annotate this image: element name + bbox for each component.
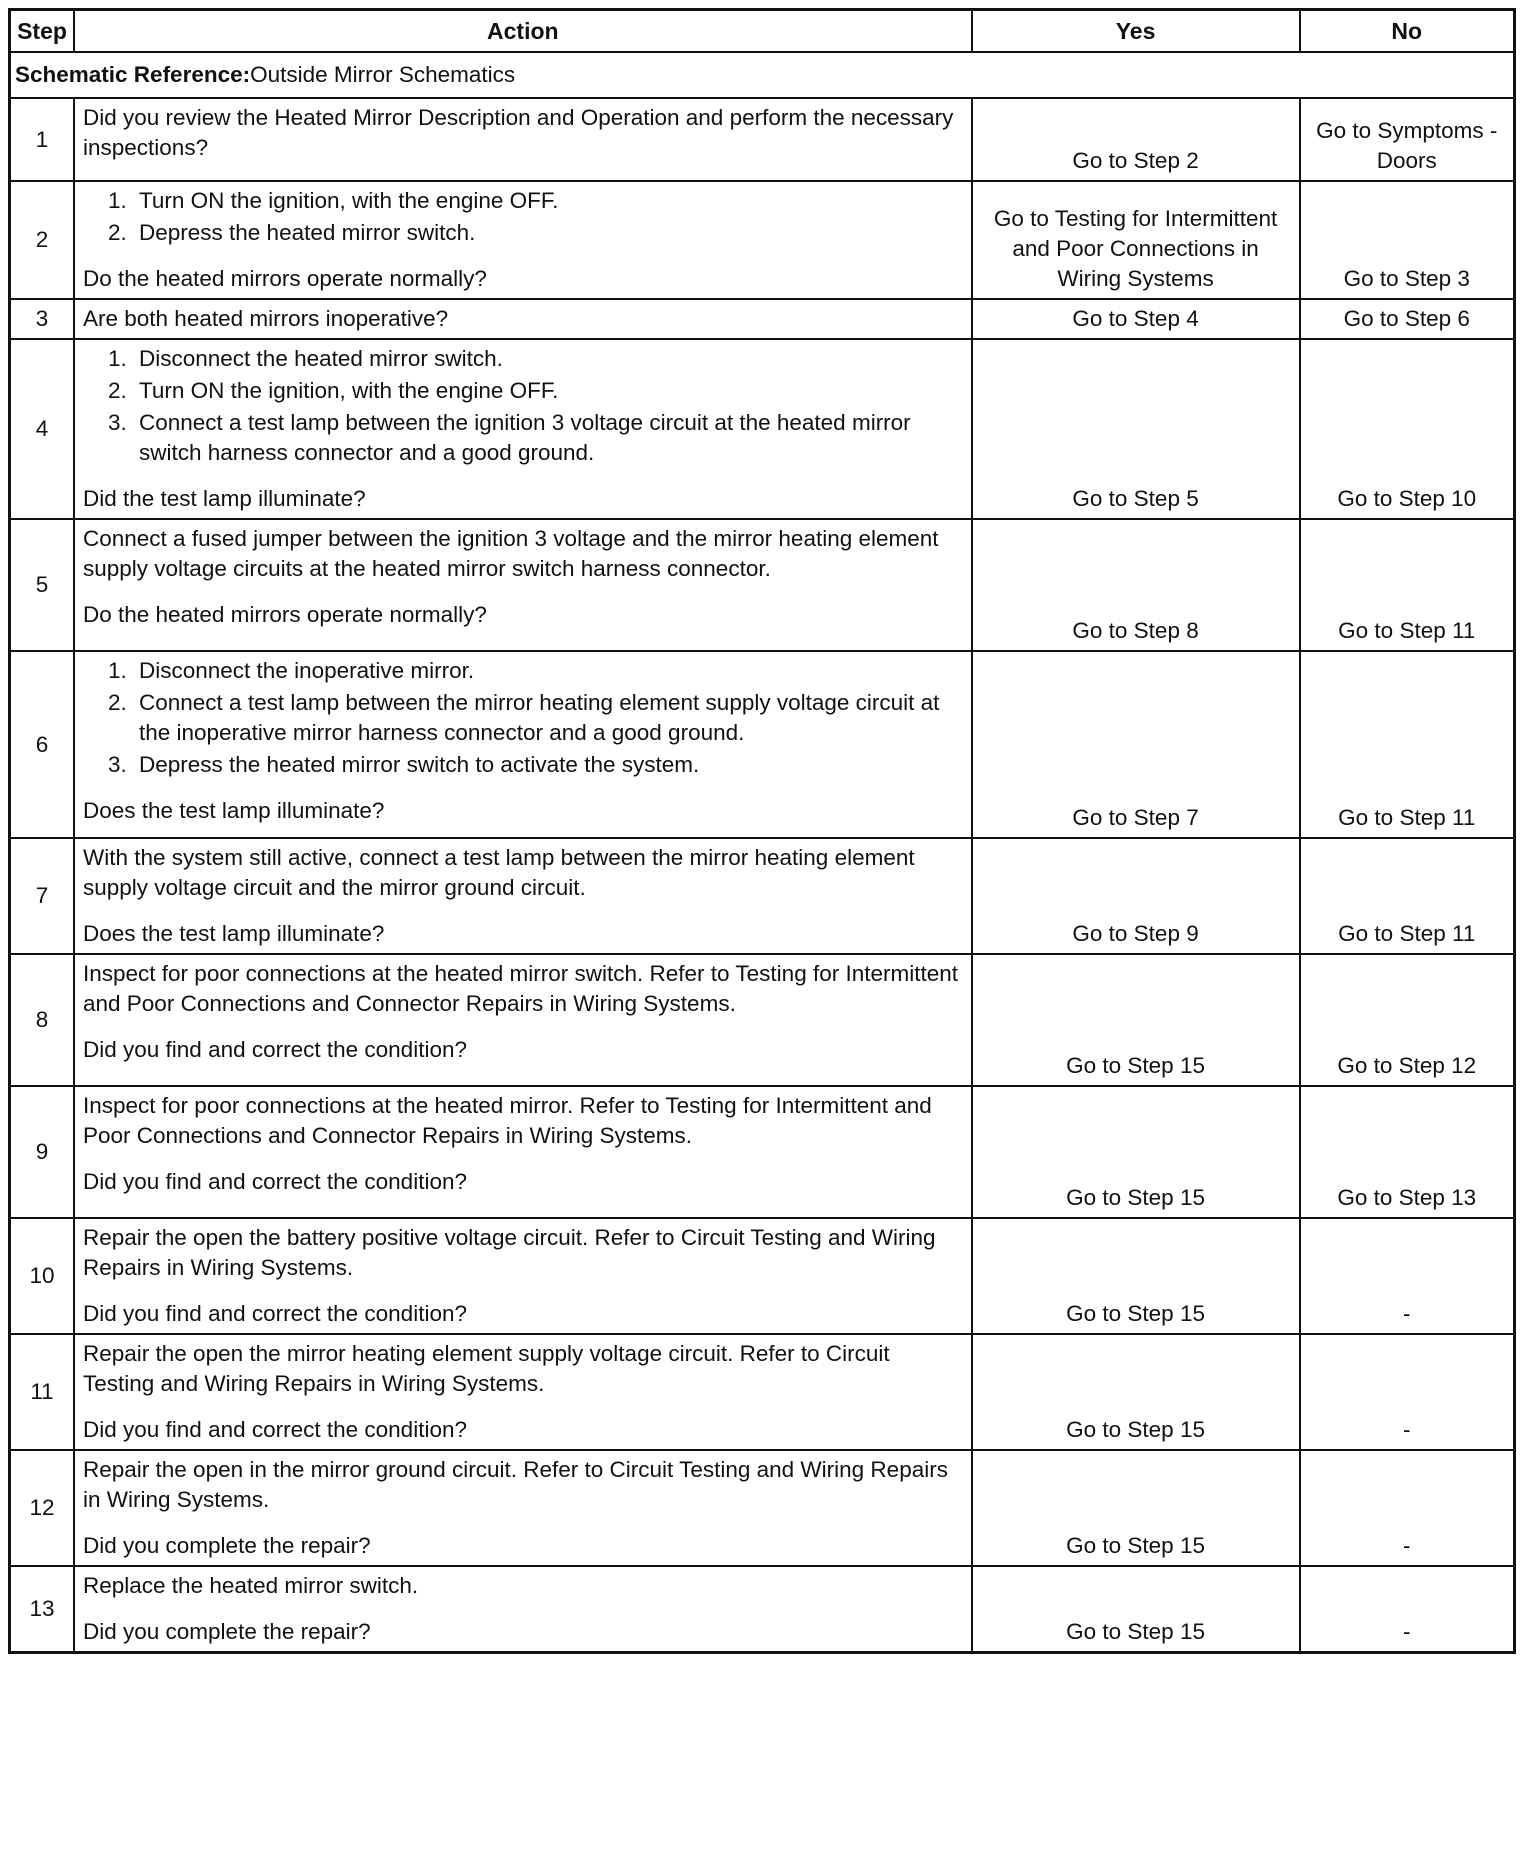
yes-result: Go to Step 5: [972, 339, 1300, 519]
action-cell: [74, 651, 972, 838]
action-question: Did you find and correct the condition?: [83, 1037, 467, 1062]
action-question: Does the test lamp illuminate?: [83, 921, 385, 946]
yes-result: Go to Step 2: [972, 98, 1300, 181]
header-yes: Yes: [972, 10, 1300, 53]
yes-result: Go to Testing for Intermittent and Poor Connections in Wiring Systems: [972, 181, 1300, 299]
action-question: Do the heated mirrors operate normally?: [83, 266, 487, 291]
action-step-item: 2. Depress the heated mirror switch.: [133, 218, 963, 248]
action-question: Did the test lamp illuminate?: [83, 486, 366, 511]
table-row: [10, 1086, 1515, 1218]
step-number: 2: [10, 181, 75, 299]
no-result: -: [1300, 1334, 1515, 1450]
diagnostic-table-page: [8, 8, 1516, 1860]
yes-result: Go to Step 15: [972, 1086, 1300, 1218]
step-number: 7: [10, 838, 75, 954]
action-text: Repair the open in the mirror ground circuit. Refer to Circuit Testing and Wiring Repairs in Wiring Systems.: [83, 1457, 948, 1512]
action-question: Do the heated mirrors operate normally?: [83, 602, 487, 627]
table-row: [10, 651, 1515, 838]
table-row: [10, 1450, 1515, 1566]
step-number: 6: [10, 651, 75, 838]
action-cell: [74, 1566, 972, 1653]
action-text: Repair the open the battery positive voltage circuit. Refer to Circuit Testing and Wiring Repairs in Wiring Systems.: [83, 1225, 936, 1280]
action-step-item: 3. Depress the heated mirror switch to activate the system.: [133, 750, 963, 780]
table-row: [10, 1334, 1515, 1450]
step-number: 4: [10, 339, 75, 519]
no-result: -: [1300, 1450, 1515, 1566]
schematic-reference-label: Schematic Reference:: [15, 62, 251, 87]
table-row: [10, 181, 1515, 299]
action-cell: [74, 181, 972, 299]
step-number: 5: [10, 519, 75, 651]
action-cell: [74, 339, 972, 519]
yes-result: Go to Step 15: [972, 1566, 1300, 1653]
table-row: [10, 838, 1515, 954]
schematic-reference-row: [10, 52, 1515, 98]
action-text: Did you review the Heated Mirror Description and Operation and perform the necessary inspections?: [83, 105, 954, 160]
action-question: Did you find and correct the condition?: [83, 1301, 467, 1326]
action-cell: [74, 838, 972, 954]
action-text: Replace the heated mirror switch.: [83, 1573, 419, 1598]
schematic-reference: [10, 52, 1515, 98]
schematic-reference-value: Outside Mirror Schematics: [250, 62, 516, 87]
no-result: Go to Step 10: [1300, 339, 1515, 519]
action-cell: [74, 1086, 972, 1218]
no-result: Go to Symptoms - Doors: [1300, 98, 1515, 181]
action-cell: [74, 299, 972, 339]
action-question: Does the test lamp illuminate?: [83, 798, 385, 823]
action-question: Did you complete the repair?: [83, 1619, 371, 1644]
action-step-item: 1. Turn ON the ignition, with the engine OFF.: [133, 186, 963, 216]
action-text: Inspect for poor connections at the heated mirror switch. Refer to Testing for Intermittent and Poor Connections and Connector Repairs in Wiring Systems.: [83, 961, 959, 1016]
table-row: [10, 519, 1515, 651]
yes-result: Go to Step 15: [972, 1450, 1300, 1566]
action-cell: [74, 1218, 972, 1334]
step-number: 13: [10, 1566, 75, 1653]
action-text: Inspect for poor connections at the heated mirror. Refer to Testing for Intermittent and Poor Connections and Connector Repairs in Wiring Systems.: [83, 1093, 932, 1148]
table-row: [10, 1218, 1515, 1334]
table-row: [10, 954, 1515, 1086]
step-number: 8: [10, 954, 75, 1086]
step-number: 1: [10, 98, 75, 181]
no-result: Go to Step 13: [1300, 1086, 1515, 1218]
action-question: Did you complete the repair?: [83, 1533, 371, 1558]
table-row: [10, 98, 1515, 181]
action-step-item: 1. Disconnect the inoperative mirror.: [133, 656, 963, 686]
yes-result: Go to Step 9: [972, 838, 1300, 954]
action-cell: [74, 519, 972, 651]
no-result: Go to Step 12: [1300, 954, 1515, 1086]
diagnostic-table: [8, 8, 1516, 1654]
yes-result: Go to Step 15: [972, 1218, 1300, 1334]
header-row: [10, 10, 1515, 53]
action-question: Did you find and correct the condition?: [83, 1169, 467, 1194]
action-text: Are both heated mirrors inoperative?: [83, 306, 449, 331]
yes-result: Go to Step 4: [972, 299, 1300, 339]
yes-result: Go to Step 8: [972, 519, 1300, 651]
step-number: 10: [10, 1218, 75, 1334]
action-text: With the system still active, connect a test lamp between the mirror heating element supply voltage circuit and the mirror ground circuit.: [83, 845, 915, 900]
step-number: 11: [10, 1334, 75, 1450]
step-number: 12: [10, 1450, 75, 1566]
no-result: Go to Step 11: [1300, 838, 1515, 954]
no-result: Go to Step 6: [1300, 299, 1515, 339]
action-step-item: 2. Turn ON the ignition, with the engine OFF.: [133, 376, 963, 406]
action-text: Connect a fused jumper between the ignition 3 voltage and the mirror heating element supply voltage circuits at the heated mirror switch harness connector.: [83, 526, 939, 581]
action-question: Did you find and correct the condition?: [83, 1417, 467, 1442]
no-result: Go to Step 11: [1300, 519, 1515, 651]
action-step-item: 1. Disconnect the heated mirror switch.: [133, 344, 963, 374]
action-cell: [74, 1450, 972, 1566]
header-no: No: [1300, 10, 1515, 53]
step-number: 9: [10, 1086, 75, 1218]
action-step-item: 3. Connect a test lamp between the ignition 3 voltage circuit at the heated mirror switch harness connector and a good ground.: [133, 408, 963, 468]
no-result: Go to Step 11: [1300, 651, 1515, 838]
action-text: Repair the open the mirror heating element supply voltage circuit. Refer to Circuit Testing and Wiring Repairs in Wiring Systems.: [83, 1341, 890, 1396]
action-cell: [74, 1334, 972, 1450]
yes-result: Go to Step 7: [972, 651, 1300, 838]
header-action: Action: [74, 10, 972, 53]
no-result: Go to Step 3: [1300, 181, 1515, 299]
yes-result: Go to Step 15: [972, 1334, 1300, 1450]
action-cell: [74, 98, 972, 181]
action-steps-list: [83, 344, 963, 468]
no-result: -: [1300, 1218, 1515, 1334]
header-step: Step: [10, 10, 75, 53]
action-cell: [74, 954, 972, 1086]
table-row: [10, 339, 1515, 519]
action-steps-list: [83, 656, 963, 780]
table-row: [10, 299, 1515, 339]
action-step-item: 2. Connect a test lamp between the mirror heating element supply voltage circuit at the inoperative mirror harness connector and a good ground.: [133, 688, 963, 748]
table-row: [10, 1566, 1515, 1653]
yes-result: Go to Step 15: [972, 954, 1300, 1086]
step-number: 3: [10, 299, 75, 339]
action-steps-list: [83, 186, 963, 248]
no-result: -: [1300, 1566, 1515, 1653]
